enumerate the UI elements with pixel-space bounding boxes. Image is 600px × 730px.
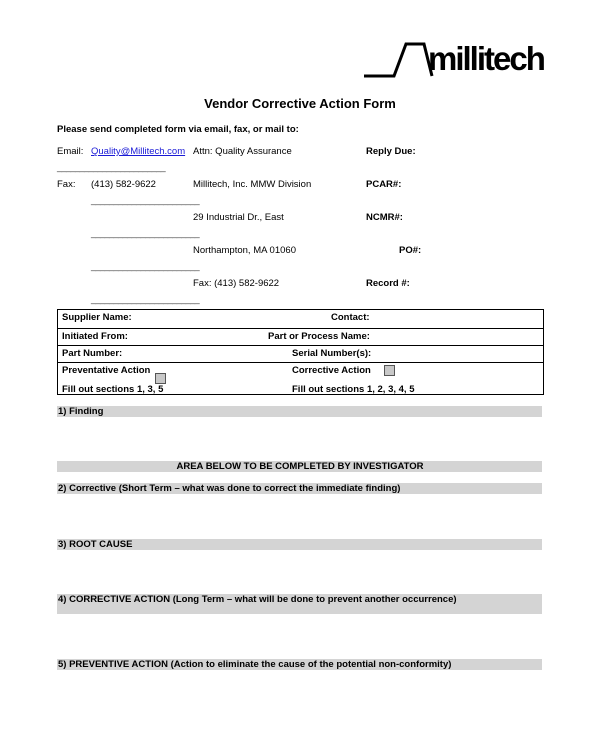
address-line-company: Millitech, Inc. MMW Division bbox=[193, 179, 312, 190]
pcar-label: PCAR#: bbox=[366, 179, 402, 190]
address-line-city: Northampton, MA 01060 bbox=[193, 245, 296, 256]
email-label: Email: bbox=[57, 146, 84, 157]
contact-label[interactable]: Contact: bbox=[331, 312, 370, 323]
form-title: Vendor Corrective Action Form bbox=[204, 96, 396, 111]
company-logo bbox=[362, 38, 552, 80]
fax-number: (413) 582-9622 bbox=[91, 179, 156, 190]
corrective-sections-text: Fill out sections 1, 2, 3, 4, 5 bbox=[292, 384, 415, 395]
serial-numbers-label[interactable]: Serial Number(s): bbox=[292, 348, 372, 359]
preventative-sections-text: Fill out sections 1, 3, 5 bbox=[62, 384, 164, 395]
preventative-action-checkbox[interactable] bbox=[155, 373, 166, 384]
part-number-label[interactable]: Part Number: bbox=[62, 348, 123, 359]
blank-line: ________________________ bbox=[91, 261, 200, 271]
section-investigator: AREA BELOW TO BE COMPLETED BY INVESTIGATOR bbox=[57, 461, 542, 472]
section-root-cause: 3) ROOT CAUSE bbox=[57, 539, 542, 550]
section-corrective-short: 2) Corrective (Short Term – what was done to correct the immediate finding) bbox=[57, 483, 542, 494]
email-link[interactable]: Quality@Millitech.com bbox=[91, 146, 186, 157]
supplier-info-table bbox=[57, 309, 544, 395]
logo-text: millitech bbox=[428, 40, 544, 77]
preventative-action-label: Preventative Action bbox=[62, 365, 151, 376]
table-divider bbox=[58, 362, 543, 363]
instructions-text: Please send completed form via email, fax, or mail to: bbox=[57, 124, 299, 135]
address-line-street: 29 Industrial Dr., East bbox=[193, 212, 284, 223]
corrective-action-checkbox[interactable] bbox=[384, 365, 395, 376]
po-label: PO#: bbox=[399, 245, 422, 256]
section-finding: 1) Finding bbox=[57, 406, 542, 417]
reply-due-label: Reply Due: bbox=[366, 146, 416, 157]
ncmr-label: NCMR#: bbox=[366, 212, 403, 223]
supplier-name-label[interactable]: Supplier Name: bbox=[62, 312, 132, 323]
table-divider bbox=[58, 345, 543, 346]
part-process-label[interactable]: Part or Process Name: bbox=[268, 331, 370, 342]
section-preventive: 5) PREVENTIVE ACTION (Action to eliminate the cause of the potential non-conformity) bbox=[57, 659, 542, 670]
fax-label: Fax: bbox=[57, 179, 76, 190]
initiated-from-label[interactable]: Initiated From: bbox=[62, 331, 128, 342]
section-corrective-long: 4) CORRECTIVE ACTION (Long Term – what will be done to prevent another occurrence) bbox=[57, 594, 542, 614]
corrective-action-label: Corrective Action bbox=[292, 365, 371, 376]
record-label: Record #: bbox=[366, 278, 410, 289]
address-line-fax: Fax: (413) 582-9622 bbox=[193, 278, 280, 289]
blank-line: ________________________ bbox=[91, 294, 200, 304]
address-line-attn: Attn: Quality Assurance bbox=[193, 146, 292, 157]
table-divider bbox=[58, 328, 543, 329]
email-underline: ________________________ bbox=[57, 162, 166, 172]
blank-line: ________________________ bbox=[91, 195, 200, 205]
blank-line: ________________________ bbox=[91, 228, 200, 238]
